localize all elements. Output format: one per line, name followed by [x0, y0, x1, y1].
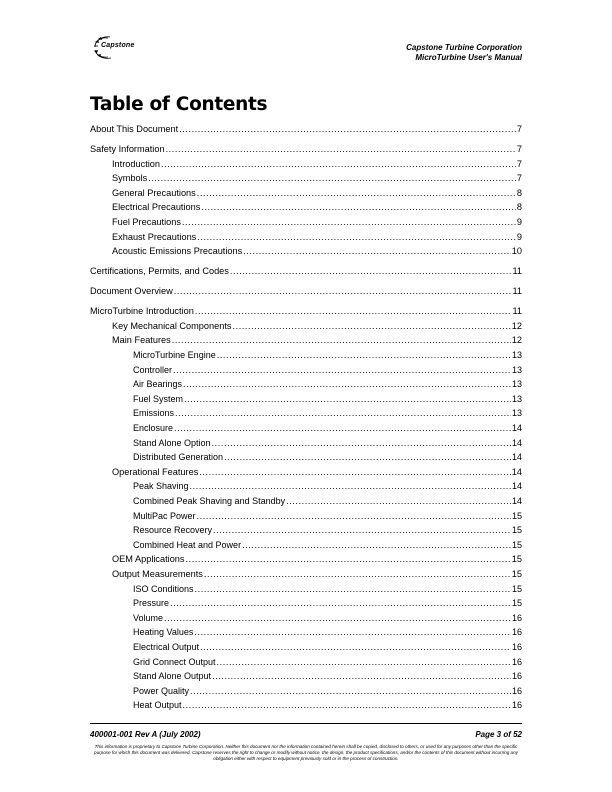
toc-entry[interactable] — [112, 466, 522, 478]
toc-entry[interactable] — [133, 583, 522, 595]
toc-entry-page: 14 — [511, 496, 522, 506]
toc-entry[interactable] — [112, 320, 522, 332]
proprietary-disclaimer: This information is proprietary to Capstone Turbine Corporation. Neither this document nor the information contained herein shall be copied, disclosed to others, or used for any purposes other than the specific purpose for which this document was delivered. Capstone reserves the right to change or modify without notice, the design, the product specifications, and/or the contents of this document without incurring any obligation either with respect to equipment previously sold or in the process of construction. — [94, 744, 518, 761]
toc-entry-page: 7 — [516, 173, 522, 184]
toc-entry-page: 15 — [511, 510, 522, 521]
toc-entry-title: Peak Shaving — [133, 481, 189, 492]
dot-leader — [172, 334, 511, 346]
toc-entry-title: MicroTurbine Introduction — [90, 306, 194, 317]
toc-entry[interactable] — [90, 143, 522, 155]
toc-entry-title: Stand Alone Output — [133, 671, 212, 682]
toc-entry-page: 7 — [516, 124, 522, 134]
toc-entry-title: Electrical Precautions — [112, 202, 201, 213]
toc-entry-page: 14 — [511, 437, 522, 448]
toc-entry-title: OEM Applications — [112, 554, 185, 565]
toc-entry[interactable] — [133, 612, 522, 624]
toc-entry-title: Fuel System — [133, 393, 184, 404]
toc-entry-page: 10 — [511, 246, 522, 257]
toc-entry-page: 16 — [511, 656, 522, 667]
manual-name: MicroTurbine User's Manual — [415, 52, 522, 62]
toc-entry-page: 11 — [512, 266, 522, 277]
toc-entry[interactable] — [133, 626, 522, 638]
logo-text: Capstone — [101, 42, 135, 49]
toc-entry-page: 9 — [516, 231, 522, 242]
toc-entry-page: 14 — [511, 423, 522, 433]
dot-leader — [197, 187, 516, 199]
toc-entry-title: Acoustic Emissions Precautions — [112, 246, 243, 257]
dot-leader — [233, 320, 511, 332]
dot-leader — [175, 407, 511, 419]
toc-entry-title: About This Document — [90, 124, 179, 134]
toc-entry-page: 13 — [511, 408, 522, 419]
toc-entry-title: Certifications, Permits, and Codes — [90, 266, 229, 277]
dot-leader — [201, 201, 516, 213]
toc-entry[interactable] — [133, 699, 522, 711]
dot-leader — [179, 123, 516, 135]
dot-leader — [195, 583, 511, 595]
toc-entry-title: Volume — [133, 612, 164, 623]
toc-entry[interactable] — [133, 364, 522, 376]
toc-entry-page: 15 — [511, 539, 522, 550]
toc-entry[interactable] — [133, 510, 522, 522]
dot-leader — [170, 597, 511, 609]
toc-entry[interactable] — [112, 553, 522, 565]
dot-leader — [173, 364, 511, 376]
dot-leader — [212, 437, 511, 449]
toc-entry[interactable] — [112, 187, 522, 199]
footer-divider — [90, 723, 522, 724]
toc-entry-page: 13 — [511, 350, 522, 360]
toc-entry-page: 15 — [511, 569, 522, 579]
toc-entry[interactable] — [112, 245, 522, 257]
toc-entry-page: 15 — [511, 554, 522, 565]
toc-entry-page: 14 — [511, 466, 522, 477]
dot-leader — [212, 670, 511, 682]
toc-entry-title: Main Features — [112, 335, 171, 346]
toc-entry-page: 15 — [511, 598, 522, 609]
toc-entry-title: Exhaust Precautions — [112, 231, 197, 242]
toc-entry[interactable] — [133, 480, 522, 492]
dot-leader — [182, 216, 516, 228]
toc-entry[interactable] — [133, 407, 522, 419]
toc-entry[interactable] — [90, 123, 522, 135]
toc-entry[interactable] — [133, 437, 522, 449]
dot-leader — [213, 524, 511, 536]
toc-entry-page: 11 — [512, 306, 522, 317]
toc-entry-title: ISO Conditions — [133, 583, 194, 594]
toc-entry-title: Enclosure — [133, 423, 174, 433]
toc-entry[interactable] — [90, 265, 522, 277]
toc-entry[interactable] — [90, 285, 522, 297]
toc-entry-title: Introduction — [112, 158, 161, 169]
dot-leader — [190, 685, 511, 697]
toc-entry[interactable] — [90, 305, 522, 317]
dot-leader — [199, 466, 510, 478]
toc-entry[interactable] — [133, 451, 522, 463]
toc-entry-title: MultiPac Power — [133, 510, 196, 521]
toc-entry-page: 16 — [511, 685, 522, 696]
toc-entry-title: Document Overview — [90, 286, 173, 297]
toc-entry-title: Stand Alone Option — [133, 437, 211, 448]
toc-entry-page: 14 — [511, 481, 522, 492]
toc-entry-page: 16 — [511, 642, 522, 652]
dot-leader — [224, 451, 511, 463]
toc-entry[interactable] — [133, 539, 522, 551]
dot-leader — [186, 553, 511, 565]
dot-leader — [183, 699, 511, 711]
dot-leader — [230, 265, 512, 277]
toc-entry-page: 7 — [516, 158, 522, 169]
dot-leader — [174, 285, 512, 297]
toc-entry[interactable] — [112, 172, 522, 184]
toc-entry[interactable] — [133, 597, 522, 609]
dot-leader — [195, 305, 512, 317]
dot-leader — [200, 641, 511, 653]
dot-leader — [184, 393, 511, 405]
toc-entry-page: 13 — [511, 364, 522, 375]
document-revision: 400001-001 Rev A (July 2002) — [90, 730, 201, 739]
toc-entry-title: Operational Features — [112, 466, 199, 477]
toc-entry-page: 14 — [511, 452, 522, 463]
toc-entry-title: Heat Output — [133, 700, 182, 711]
toc-entry-page: 8 — [516, 187, 522, 198]
toc-entry[interactable] — [133, 641, 522, 653]
toc-entry[interactable] — [133, 349, 522, 361]
toc-entry-page: 9 — [516, 217, 522, 227]
toc-entry[interactable] — [133, 670, 522, 682]
toc-entry-page: 16 — [511, 700, 522, 711]
toc-entry-page: 13 — [511, 379, 522, 390]
toc-entry-page: 13 — [511, 393, 522, 404]
toc-entry-title: Output Measurements — [112, 569, 203, 579]
toc-entry-page: 15 — [511, 583, 522, 594]
dot-leader — [217, 656, 511, 668]
dot-leader — [242, 539, 511, 551]
dot-leader — [194, 626, 511, 638]
page-number: Page 3 of 52 — [475, 730, 522, 739]
page-title: Table of Contents — [90, 94, 268, 115]
dot-leader — [166, 143, 516, 155]
toc-entry-title: Fuel Precautions — [112, 217, 181, 227]
toc-entry-title: Safety Information — [90, 144, 165, 154]
toc-entry-page: 11 — [512, 286, 522, 297]
toc-entry-title: Resource Recovery — [133, 525, 213, 536]
dot-leader — [183, 378, 511, 390]
dot-leader — [148, 172, 516, 184]
dot-leader — [197, 510, 511, 522]
toc-entry-title: Pressure — [133, 598, 170, 609]
toc-entry-title: Grid Connect Output — [133, 656, 216, 667]
toc-entry[interactable] — [133, 422, 522, 434]
toc-entry-title: Symbols — [112, 173, 148, 184]
dot-leader — [174, 422, 511, 434]
dot-leader — [161, 158, 516, 170]
dot-leader — [190, 480, 511, 492]
toc-entry-page: 16 — [511, 671, 522, 682]
toc-entry-page: 8 — [516, 202, 522, 213]
toc-entry-page: 15 — [511, 525, 522, 536]
toc-entry-title: Power Quality — [133, 685, 190, 696]
toc-entry-page: 16 — [511, 612, 522, 623]
dot-leader — [286, 495, 511, 507]
toc-entry-title: Heating Values — [133, 627, 194, 638]
running-header — [406, 43, 522, 62]
toc-entry-title: Controller — [133, 364, 173, 375]
toc-entry-title: Air Bearings — [133, 379, 183, 390]
toc-entry-title: Combined Peak Shaving and Standby — [133, 496, 286, 506]
toc-entry-title: Key Mechanical Components — [112, 320, 232, 331]
toc-entry-title: MicroTurbine Engine — [133, 350, 216, 360]
dot-leader — [204, 568, 511, 580]
capstone-logo — [92, 34, 152, 60]
toc-entry[interactable] — [112, 231, 522, 243]
dot-leader — [243, 245, 511, 257]
dot-leader — [197, 231, 516, 243]
toc-entry[interactable] — [133, 393, 522, 405]
toc-entry[interactable] — [133, 495, 522, 507]
toc-entry-page: 7 — [516, 144, 522, 154]
toc-entry[interactable] — [112, 334, 522, 346]
toc-entry-title: Distributed Generation — [133, 452, 224, 463]
toc-entry-title: General Precautions — [112, 187, 196, 198]
toc-entry-title: Combined Heat and Power — [133, 539, 242, 550]
toc-entry-page: 12 — [511, 320, 522, 331]
dot-leader — [217, 349, 511, 361]
toc-entry[interactable] — [112, 568, 522, 580]
dot-leader — [164, 612, 511, 624]
company-name: Capstone Turbine Corporation — [406, 43, 522, 52]
toc-entry[interactable] — [133, 378, 522, 390]
toc-entry-title: Electrical Output — [133, 642, 200, 652]
toc-entry[interactable] — [112, 201, 522, 213]
toc-entry[interactable] — [133, 524, 522, 536]
toc-entry[interactable] — [133, 656, 522, 668]
toc-entry-page: 16 — [511, 627, 522, 638]
toc-entry-page: 12 — [511, 335, 522, 346]
toc-entry[interactable] — [112, 216, 522, 228]
toc-entry-title: Emissions — [133, 408, 175, 419]
toc-entry[interactable] — [133, 685, 522, 697]
toc-entry[interactable] — [112, 158, 522, 170]
